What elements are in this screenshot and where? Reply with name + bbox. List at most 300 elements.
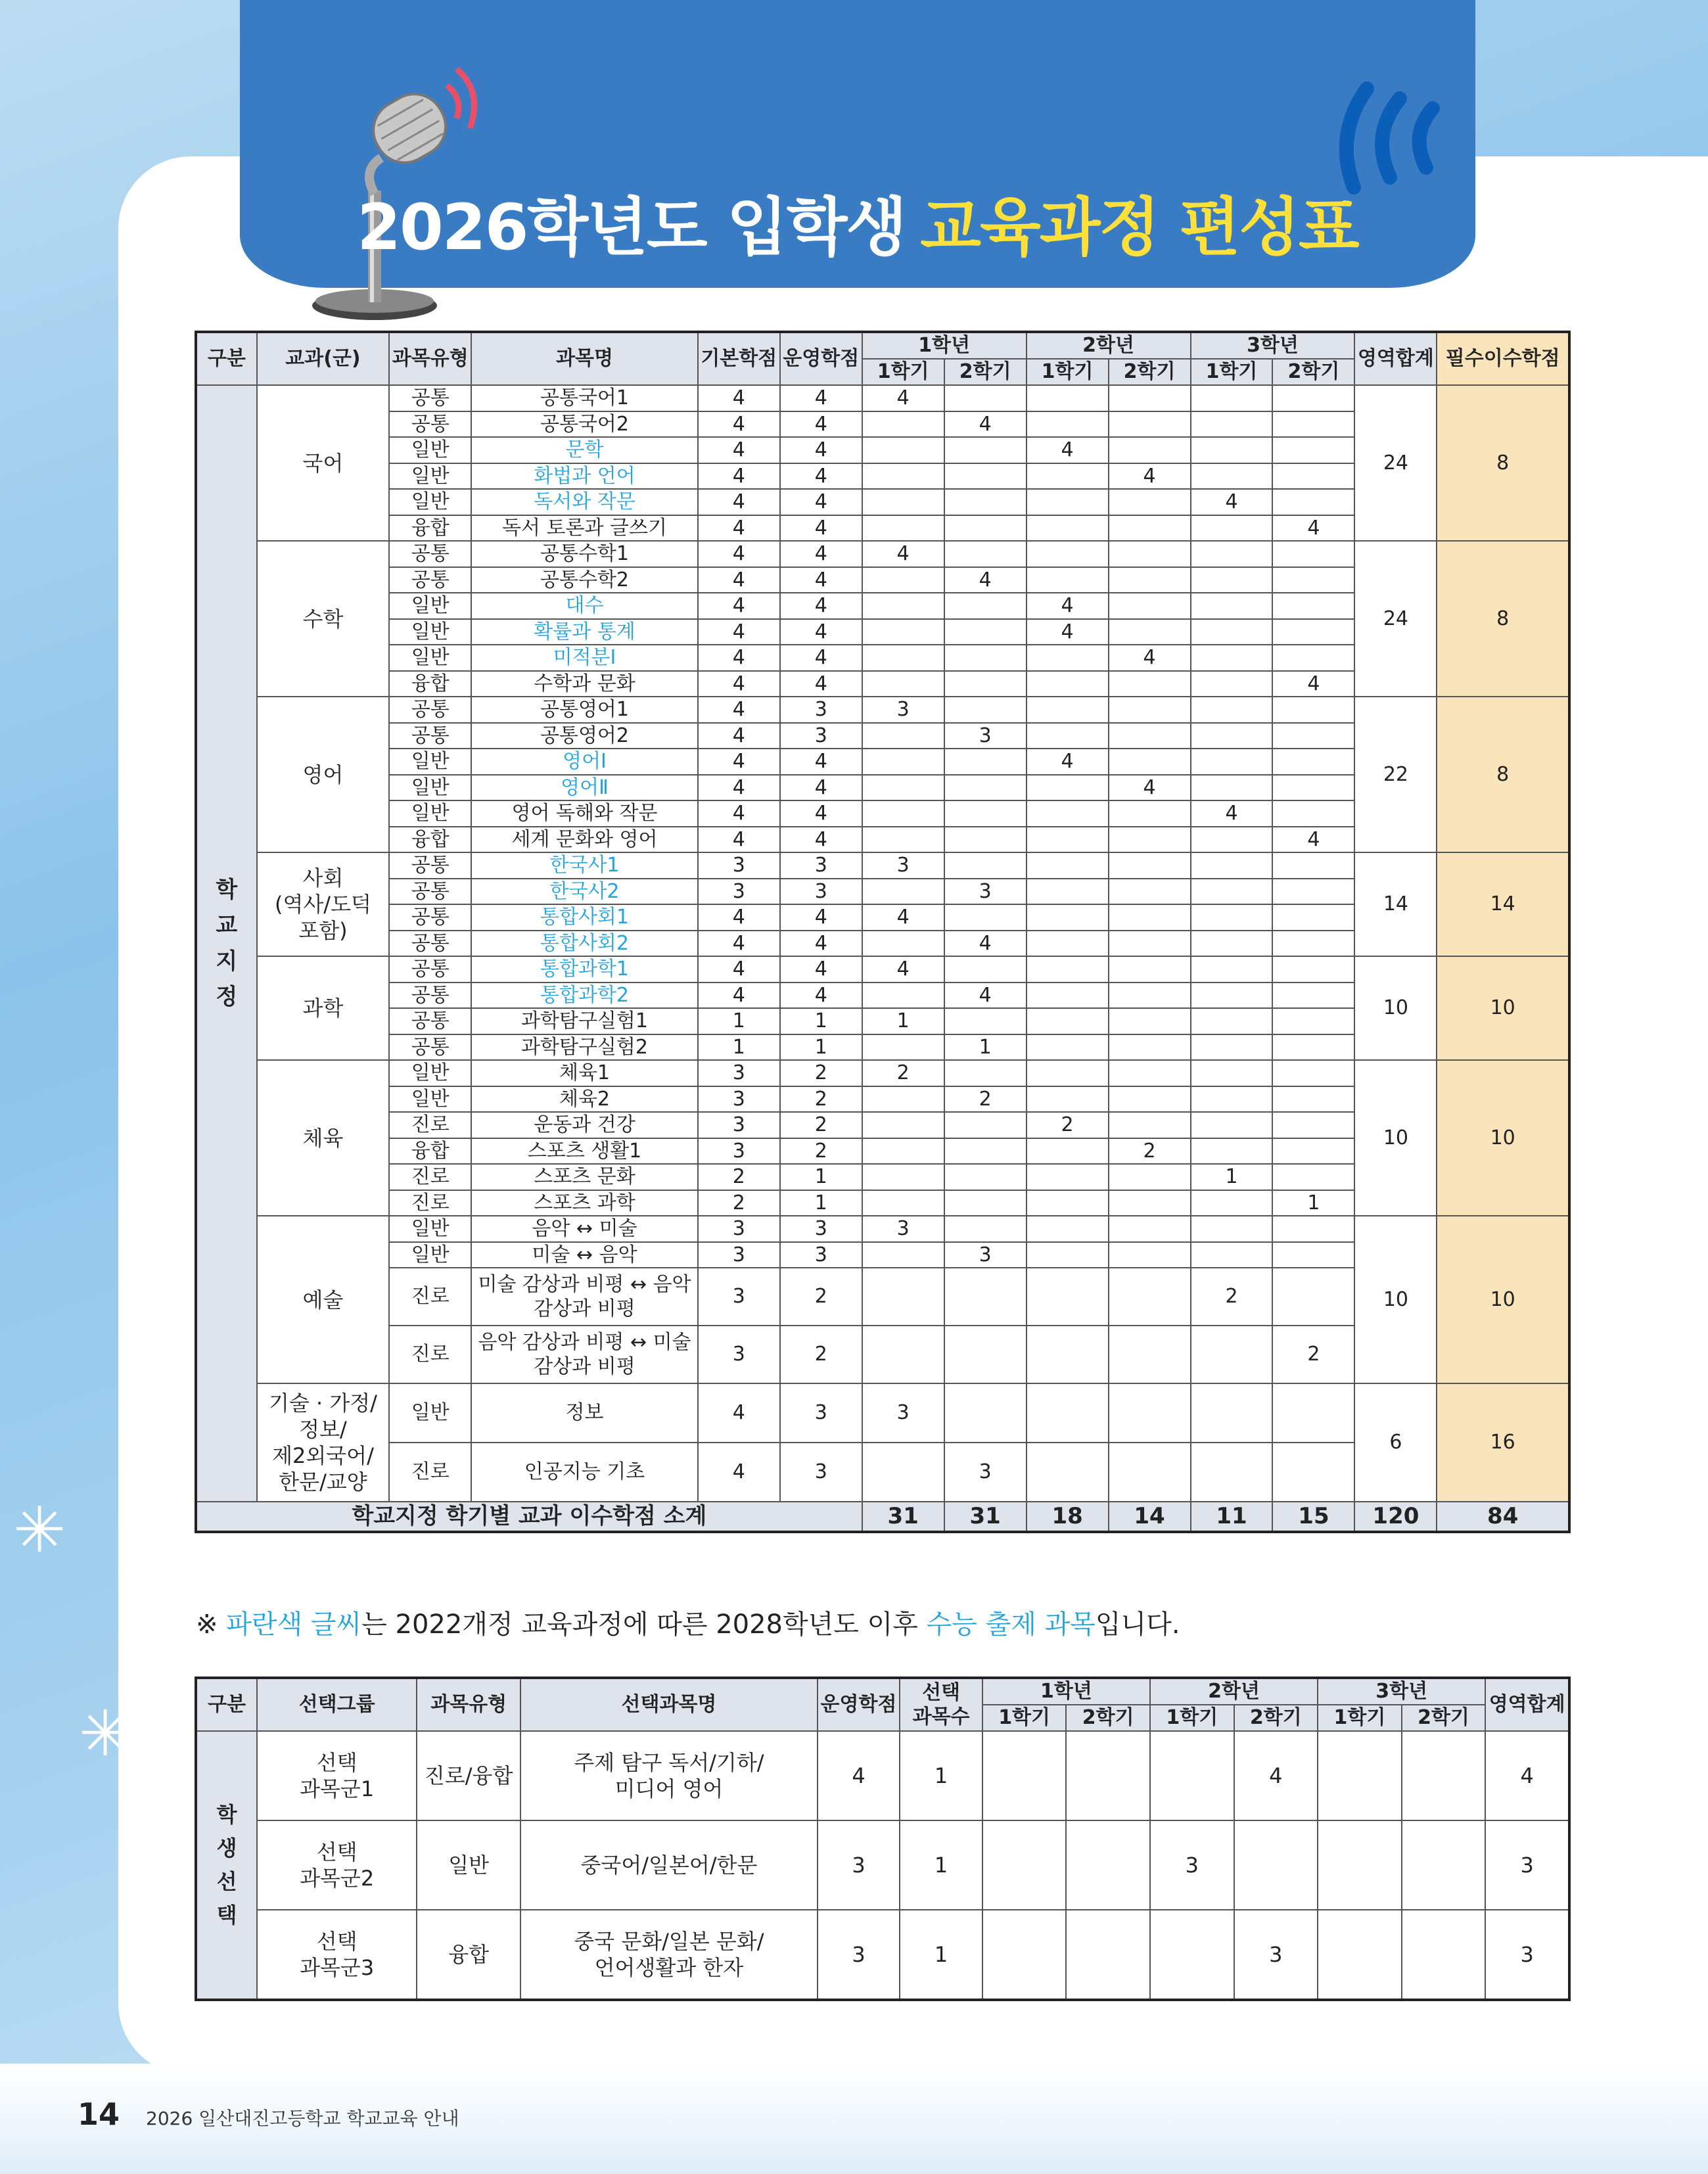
subject-name: 과학탐구실험2	[471, 1034, 698, 1061]
base-credit: 4	[698, 983, 780, 1009]
table-row	[196, 541, 1569, 567]
semester-credit	[1109, 1008, 1191, 1034]
semester-credit	[944, 800, 1027, 827]
semester-credit	[862, 593, 944, 619]
semester-credit: 4	[1272, 515, 1354, 542]
operating-credit: 4	[780, 904, 862, 931]
semester-credit	[1272, 1034, 1354, 1061]
semester-credit	[1027, 723, 1109, 749]
operating-credit: 3	[780, 697, 862, 723]
operating-credit: 3	[780, 1216, 862, 1242]
semester-credit	[1109, 931, 1191, 957]
semester-credit	[1272, 1164, 1354, 1190]
area-total: 24	[1354, 385, 1437, 541]
semester-credit	[862, 671, 944, 697]
subject-name: 음악 감상과 비평 ↔ 미술 감상과 비평	[471, 1326, 698, 1383]
semester-credit	[944, 852, 1027, 879]
semester-credit	[982, 1731, 1067, 1820]
semester-credit	[1109, 879, 1191, 905]
header-oper: 운영학점	[780, 332, 862, 385]
semester-credit: 1	[1272, 1190, 1354, 1216]
operating-credit: 4	[780, 515, 862, 542]
base-credit: 2	[698, 1190, 780, 1216]
semester-credit	[1027, 1060, 1109, 1086]
semester-credit: 3	[944, 879, 1027, 905]
semester-credit	[944, 541, 1027, 567]
selection-count: 1	[900, 1820, 982, 1910]
operating-credit: 1	[780, 1190, 862, 1216]
header-name: 과목명	[471, 332, 698, 385]
semester-credit	[1109, 1268, 1191, 1326]
semester-credit	[1272, 1112, 1354, 1138]
semester-credit: 3	[862, 697, 944, 723]
semester-credit	[1191, 437, 1273, 463]
semester-credit	[1272, 1443, 1354, 1502]
semester-credit	[1191, 1383, 1273, 1443]
subject-type: 진로	[389, 1112, 471, 1138]
operating-credit: 4	[780, 437, 862, 463]
semester-credit	[1191, 697, 1273, 723]
semester-credit	[1109, 1443, 1191, 1502]
subject-name: 정보	[471, 1383, 698, 1443]
semester-credit	[1191, 1034, 1273, 1061]
semester-credit	[1027, 852, 1109, 879]
operating-credit: 1	[780, 1008, 862, 1034]
semester-credit	[1066, 1731, 1150, 1820]
semester-credit	[862, 1190, 944, 1216]
operating-credit: 3	[780, 1383, 862, 1443]
header-total: 영역합계	[1354, 332, 1437, 385]
semester-credit: 4	[944, 411, 1027, 438]
semester-credit	[862, 463, 944, 490]
subject-type: 공통	[389, 983, 471, 1009]
required-credit: 16	[1437, 1383, 1569, 1502]
operating-credit: 3	[818, 1820, 900, 1910]
subject-type: 공통	[389, 411, 471, 438]
summary-semester-credit: 31	[944, 1502, 1027, 1532]
semester-credit: 4	[1109, 463, 1191, 490]
semester-credit: 4	[1027, 437, 1109, 463]
subject-name: 공통수학1	[471, 541, 698, 567]
operating-credit: 4	[818, 1731, 900, 1820]
table-row	[196, 1216, 1569, 1242]
subject-name: 미술 ↔ 음악	[471, 1242, 698, 1268]
semester-credit	[1272, 956, 1354, 983]
header-total: 영역합계	[1485, 1678, 1569, 1731]
semester-credit	[944, 489, 1027, 515]
operating-credit: 4	[780, 541, 862, 567]
operating-credit: 2	[780, 1138, 862, 1165]
semester-credit	[1027, 1242, 1109, 1268]
subject-type: 융합	[389, 827, 471, 853]
semester-credit: 4	[1027, 749, 1109, 775]
semester-credit: 4	[1191, 800, 1273, 827]
base-credit: 4	[698, 931, 780, 957]
semester-credit	[944, 1138, 1027, 1165]
operating-credit: 4	[780, 645, 862, 671]
semester-credit	[1027, 697, 1109, 723]
semester-credit	[944, 1112, 1027, 1138]
subject-type: 일반	[389, 1383, 471, 1443]
semester-credit: 4	[862, 904, 944, 931]
semester-credit	[1027, 800, 1109, 827]
semester-credit	[1027, 904, 1109, 931]
snowflake-icon: ✳	[79, 1697, 132, 1770]
semester-credit	[1109, 904, 1191, 931]
semester-credit	[862, 1112, 944, 1138]
subject-name: 확률과 통계	[471, 619, 698, 645]
subject-name: 화법과 언어	[471, 463, 698, 490]
semester-credit	[1027, 879, 1109, 905]
semester-credit	[862, 515, 944, 542]
semester-credit	[1109, 489, 1191, 515]
semester-credit	[944, 593, 1027, 619]
summary-semester-credit: 11	[1191, 1502, 1273, 1532]
semester-credit	[1191, 1112, 1273, 1138]
summary-row	[196, 1502, 1569, 1532]
header-gubun: 구분	[196, 332, 257, 385]
semester-credit: 4	[862, 956, 944, 983]
subject-name: 과학탐구실험1	[471, 1008, 698, 1034]
header-semester: 2학기	[1109, 359, 1191, 385]
semester-credit	[862, 489, 944, 515]
semester-credit	[1027, 1164, 1109, 1190]
header-year2: 2학년	[1027, 332, 1191, 359]
header-year1: 1학년	[982, 1678, 1150, 1705]
semester-credit	[1272, 411, 1354, 438]
semester-credit	[1272, 541, 1354, 567]
semester-credit	[862, 645, 944, 671]
group-label-school: 학 교 지 정	[196, 385, 257, 1502]
base-credit: 4	[698, 775, 780, 801]
semester-credit	[1272, 904, 1354, 931]
subject-type: 공통	[389, 541, 471, 567]
semester-credit: 4	[1109, 645, 1191, 671]
semester-credit	[1191, 1443, 1273, 1502]
semester-credit	[1191, 463, 1273, 490]
subject-name: 문학	[471, 437, 698, 463]
semester-credit	[1027, 827, 1109, 853]
base-credit: 3	[698, 1060, 780, 1086]
semester-credit	[1318, 1820, 1402, 1910]
summary-label: 학교지정 학기별 교과 이수학점 소계	[196, 1502, 862, 1532]
operating-credit: 2	[780, 1086, 862, 1113]
subject-type: 융합	[417, 1910, 520, 2000]
page-title	[240, 177, 1475, 267]
base-credit: 4	[698, 619, 780, 645]
note-blue-text: 파란색 글씨	[226, 1609, 362, 1640]
semester-credit	[862, 775, 944, 801]
summary-semester-credit: 14	[1109, 1502, 1191, 1532]
semester-credit	[1191, 593, 1273, 619]
area-name: 예술	[257, 1216, 390, 1383]
semester-credit: 4	[944, 931, 1027, 957]
semester-credit: 2	[944, 1086, 1027, 1113]
semester-credit	[1150, 1731, 1234, 1820]
table-row	[196, 852, 1569, 879]
semester-credit	[944, 1383, 1027, 1443]
semester-credit	[1272, 697, 1354, 723]
operating-credit: 2	[780, 1326, 862, 1383]
semester-credit	[1027, 983, 1109, 1009]
semester-credit	[1027, 515, 1109, 542]
semester-credit	[862, 1268, 944, 1326]
subject-type: 일반	[389, 1216, 471, 1242]
semester-credit	[1191, 671, 1273, 697]
semester-credit	[1272, 619, 1354, 645]
semester-credit	[1109, 541, 1191, 567]
subject-type: 일반	[389, 1060, 471, 1086]
semester-credit	[1272, 800, 1354, 827]
header-semester: 2학기	[1234, 1705, 1318, 1731]
subject-name: 세계 문화와 영어	[471, 827, 698, 853]
summary-total: 120	[1354, 1502, 1437, 1532]
semester-credit	[862, 983, 944, 1009]
semester-credit	[1272, 931, 1354, 957]
subject-type: 진로	[389, 1326, 471, 1383]
semester-credit	[1191, 1190, 1273, 1216]
operating-credit: 4	[780, 489, 862, 515]
semester-credit	[1402, 1820, 1486, 1910]
operating-credit: 4	[780, 983, 862, 1009]
base-credit: 1	[698, 1034, 780, 1061]
semester-credit: 4	[1191, 489, 1273, 515]
base-credit: 3	[698, 1138, 780, 1165]
table-row	[196, 1060, 1569, 1086]
subject-name: 공통영어2	[471, 723, 698, 749]
semester-credit: 4	[1272, 671, 1354, 697]
operating-credit: 3	[780, 852, 862, 879]
note-prefix: ※	[196, 1609, 227, 1640]
subject-type: 일반	[389, 619, 471, 645]
table-row	[196, 956, 1569, 983]
subject-name: 통합사회1	[471, 904, 698, 931]
operating-credit: 4	[780, 593, 862, 619]
subject-type: 융합	[389, 671, 471, 697]
operating-credit: 4	[780, 567, 862, 593]
base-credit: 4	[698, 645, 780, 671]
required-credit: 8	[1437, 385, 1569, 541]
subject-type: 진로	[389, 1164, 471, 1190]
header-semester: 1학기	[862, 359, 944, 385]
subject-name: 음악 ↔ 미술	[471, 1216, 698, 1242]
semester-credit	[862, 1443, 944, 1502]
subject-type: 공통	[389, 931, 471, 957]
subject-type: 일반	[389, 593, 471, 619]
semester-credit	[1191, 956, 1273, 983]
subject-name: 공통수학2	[471, 567, 698, 593]
curriculum-table	[195, 331, 1571, 1533]
semester-credit: 3	[862, 1383, 944, 1443]
semester-credit	[944, 1190, 1027, 1216]
base-credit: 3	[698, 1268, 780, 1326]
operating-credit: 1	[780, 1034, 862, 1061]
subject-name: 체육1	[471, 1060, 698, 1086]
semester-credit	[1191, 541, 1273, 567]
area-name: 사회 (역사/도덕 포함)	[257, 852, 390, 956]
semester-credit	[1191, 1086, 1273, 1113]
semester-credit: 3	[944, 1242, 1027, 1268]
header-base: 기본학점	[698, 332, 780, 385]
subject-name: 공통국어1	[471, 385, 698, 411]
semester-credit	[1109, 593, 1191, 619]
operating-credit: 2	[780, 1268, 862, 1326]
selection-count: 1	[900, 1731, 982, 1820]
semester-credit	[944, 956, 1027, 983]
semester-credit	[1027, 1326, 1109, 1383]
footer-text: 2026 일산대진고등학교 학교교육 안내	[146, 2108, 459, 2129]
semester-credit: 4	[1027, 593, 1109, 619]
note-blue-subjects: 수능 출제 과목	[926, 1609, 1096, 1640]
elective-table	[195, 1677, 1571, 2001]
semester-credit	[1109, 385, 1191, 411]
semester-credit	[1191, 411, 1273, 438]
semester-credit	[862, 723, 944, 749]
semester-credit	[1272, 749, 1354, 775]
subject-type: 진로/융합	[417, 1731, 520, 1820]
semester-credit	[1272, 1383, 1354, 1443]
base-credit: 4	[698, 749, 780, 775]
semester-credit	[1109, 1060, 1191, 1086]
operating-credit: 4	[780, 956, 862, 983]
summary-semester-credit: 15	[1272, 1502, 1354, 1532]
semester-credit	[1318, 1731, 1402, 1820]
semester-credit	[944, 904, 1027, 931]
semester-credit	[1027, 411, 1109, 438]
required-credit: 8	[1437, 541, 1569, 697]
required-credit: 10	[1437, 1060, 1569, 1216]
semester-credit	[1109, 723, 1191, 749]
base-credit: 4	[698, 956, 780, 983]
header-year3: 3학년	[1191, 332, 1355, 359]
subject-name: 통합과학2	[471, 983, 698, 1009]
semester-credit	[1191, 515, 1273, 542]
table-row	[196, 1383, 1569, 1443]
header-semester: 2학기	[1272, 359, 1354, 385]
area-name: 영어	[257, 697, 390, 852]
semester-credit	[1109, 1326, 1191, 1383]
semester-credit	[1191, 904, 1273, 931]
semester-credit	[862, 437, 944, 463]
header-year3: 3학년	[1318, 1678, 1485, 1705]
operating-credit: 4	[780, 385, 862, 411]
semester-credit: 2	[1109, 1138, 1191, 1165]
selection-group: 선택 과목군3	[257, 1910, 417, 2000]
semester-credit	[1272, 437, 1354, 463]
subject-type: 공통	[389, 956, 471, 983]
required-credit: 8	[1437, 697, 1569, 852]
subject-name: 독서와 작문	[471, 489, 698, 515]
semester-credit	[1272, 1242, 1354, 1268]
semester-credit: 4	[944, 567, 1027, 593]
semester-credit	[862, 1138, 944, 1165]
semester-credit	[1109, 437, 1191, 463]
footnote	[196, 1604, 1180, 1641]
semester-credit	[1272, 489, 1354, 515]
area-total: 14	[1354, 852, 1437, 956]
semester-credit	[1272, 385, 1354, 411]
semester-credit	[1191, 723, 1273, 749]
semester-credit	[1027, 1086, 1109, 1113]
subject-type: 진로	[389, 1443, 471, 1502]
semester-credit: 2	[1027, 1112, 1109, 1138]
table-row	[196, 1910, 1569, 2000]
semester-credit	[1191, 1138, 1273, 1165]
base-credit: 4	[698, 671, 780, 697]
semester-credit	[1402, 1731, 1486, 1820]
semester-credit	[862, 1086, 944, 1113]
area-total: 10	[1354, 1216, 1437, 1383]
semester-credit	[944, 1164, 1027, 1190]
semester-credit	[944, 1268, 1027, 1326]
semester-credit	[1027, 1268, 1109, 1326]
semester-credit	[944, 775, 1027, 801]
header-semester: 1학기	[1318, 1705, 1402, 1731]
semester-credit	[862, 800, 944, 827]
subject-name: 체육2	[471, 1086, 698, 1113]
semester-credit	[1318, 1910, 1402, 2000]
area-total: 3	[1485, 1910, 1569, 2000]
semester-credit	[1272, 593, 1354, 619]
semester-credit	[1027, 931, 1109, 957]
semester-credit	[1272, 775, 1354, 801]
header-count: 선택 과목수	[900, 1678, 982, 1731]
table-row	[196, 1731, 1569, 1820]
semester-credit: 3	[1150, 1820, 1234, 1910]
semester-credit	[1027, 1383, 1109, 1443]
semester-credit	[862, 1034, 944, 1061]
base-credit: 4	[698, 411, 780, 438]
table-row	[196, 697, 1569, 723]
semester-credit	[1191, 1216, 1273, 1242]
subject-type: 일반	[389, 1086, 471, 1113]
operating-credit: 4	[780, 931, 862, 957]
semester-credit	[1191, 827, 1273, 853]
operating-credit: 4	[780, 411, 862, 438]
semester-credit	[862, 827, 944, 853]
semester-credit: 2	[1272, 1326, 1354, 1383]
semester-credit	[862, 1326, 944, 1383]
semester-credit	[1027, 1190, 1109, 1216]
semester-credit: 1	[862, 1008, 944, 1034]
semester-credit	[944, 385, 1027, 411]
semester-credit	[944, 1326, 1027, 1383]
operating-credit: 3	[780, 723, 862, 749]
semester-credit: 3	[944, 1443, 1027, 1502]
base-credit: 3	[698, 1216, 780, 1242]
semester-credit: 3	[862, 852, 944, 879]
semester-credit: 2	[862, 1060, 944, 1086]
area-total: 3	[1485, 1820, 1569, 1910]
subject-type: 일반	[389, 463, 471, 490]
subject-name: 통합사회2	[471, 931, 698, 957]
semester-credit	[944, 697, 1027, 723]
subject-name: 스포츠 과학	[471, 1190, 698, 1216]
semester-credit	[1272, 1216, 1354, 1242]
area-name: 수학	[257, 541, 390, 697]
semester-credit	[1027, 671, 1109, 697]
subject-type: 공통	[389, 723, 471, 749]
header-group: 선택그룹	[257, 1678, 417, 1731]
operating-credit: 1	[780, 1164, 862, 1190]
semester-credit	[1272, 852, 1354, 879]
semester-credit	[1109, 800, 1191, 827]
subject-type: 융합	[389, 1138, 471, 1165]
area-total: 6	[1354, 1383, 1437, 1502]
semester-credit	[1191, 1242, 1273, 1268]
subject-name: 스포츠 생활1	[471, 1138, 698, 1165]
table-row	[196, 1820, 1569, 1910]
